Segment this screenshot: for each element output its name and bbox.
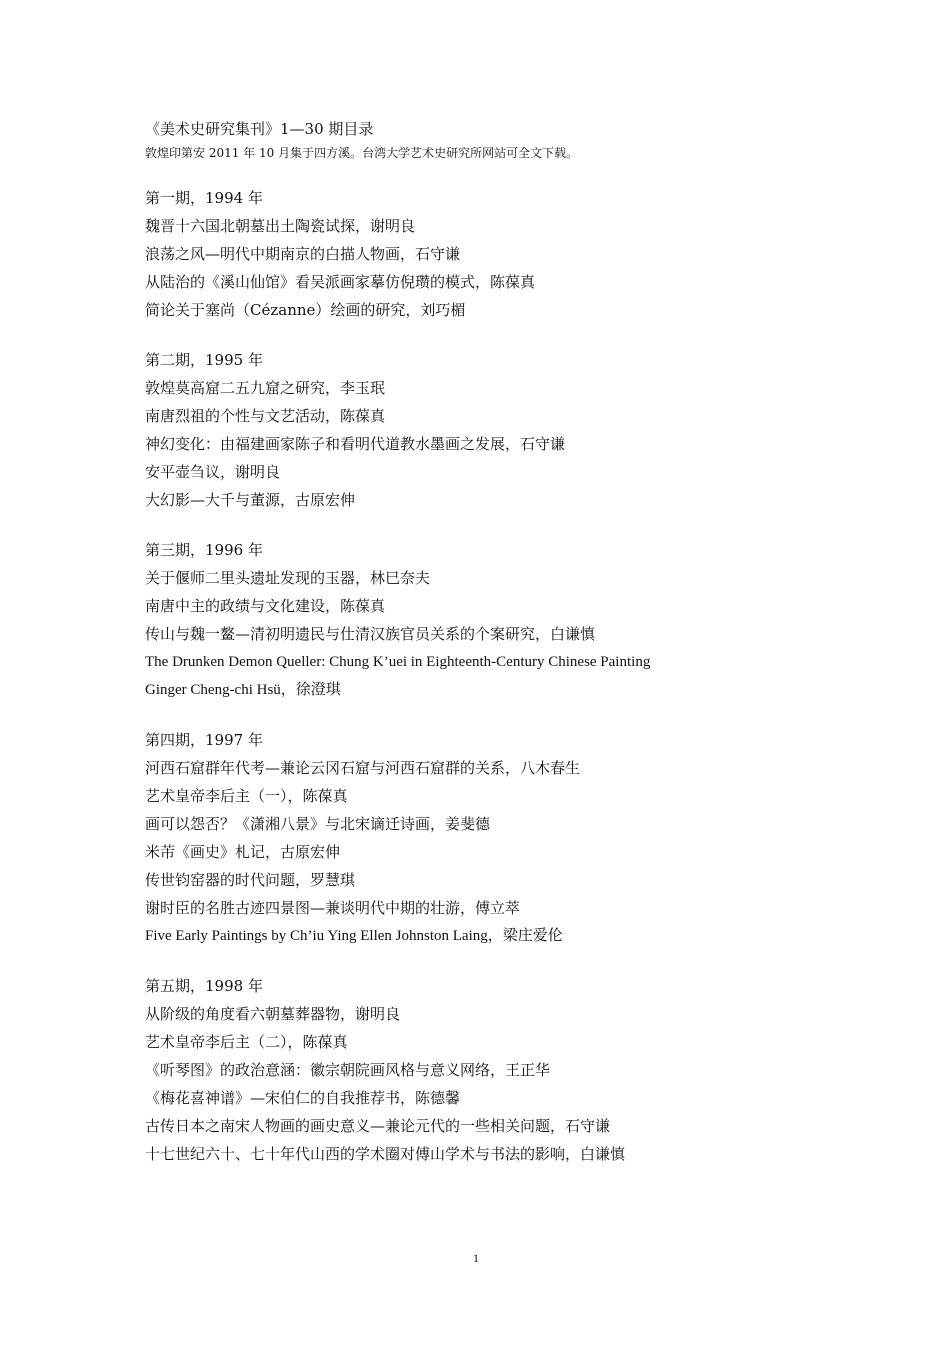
issue-heading: 第五期，1998 年 — [145, 977, 263, 995]
issue-section — [145, 184, 905, 324]
article-entry: 传山与魏一鳌—清初明遗民与仕清汉族官员关系的个案研究，白谦慎 — [145, 625, 596, 643]
article-entry: 神幻变化：由福建画家陈子和看明代道教水墨画之发展，石守谦 — [145, 435, 566, 453]
document-subtitle: 敦煌印第安 2011 年 10 月集于四方溪。台湾大学艺术史研究所网站可全文下载。 — [145, 146, 579, 160]
article-entry: 谢时臣的名胜古迹四景图—兼谈明代中期的壮游，傅立萃 — [145, 899, 521, 917]
document-page — [145, 118, 905, 1168]
article-entry: Ginger Cheng-chi Hsü，徐澄琪 — [145, 682, 341, 698]
document-title: 《美术史研究集刊》1—30 期目录 — [145, 120, 374, 138]
issue-section — [145, 536, 905, 704]
issue-heading: 第一期，1994 年 — [145, 189, 263, 207]
article-entry: 关于偃师二里头遗址发现的玉器，林巳奈夫 — [145, 569, 431, 587]
article-entry: 简论关于塞尚（Cézanne）绘画的研究，刘巧楣 — [145, 301, 466, 319]
article-entry: The Drunken Demon Queller: Chung K’uei in Eighteenth-Century Chinese Painting — [145, 654, 651, 670]
article-entry: 古传日本之南宋人物画的画史意义—兼论元代的一些相关问题，石守谦 — [145, 1117, 611, 1135]
issue-heading: 第四期，1997 年 — [145, 731, 263, 749]
article-entry: 画可以怨否？《潇湘八景》与北宋谪迁诗画，姜斐德 — [145, 815, 491, 833]
article-entry: 十七世纪六十、七十年代山西的学术圈对傅山学术与书法的影响，白谦慎 — [145, 1145, 626, 1163]
article-entry: 南唐烈祖的个性与文艺活动，陈葆真 — [145, 407, 386, 425]
issue-section — [145, 726, 905, 950]
issue-section — [145, 972, 905, 1168]
article-entry: 浪荡之风—明代中期南京的白描人物画，石守谦 — [145, 245, 461, 263]
article-entry: 魏晋十六国北朝墓出土陶瓷试探，谢明良 — [145, 217, 416, 235]
article-entry: 传世钧窑器的时代问题，罗慧琪 — [145, 871, 356, 889]
article-entry: 艺术皇帝李后主（一），陈葆真 — [145, 787, 348, 805]
issue-section — [145, 346, 905, 514]
article-entry: 从陆治的《溪山仙馆》看吴派画家摹仿倪瓒的模式，陈葆真 — [145, 273, 536, 291]
page-number: 1 — [473, 1251, 479, 1265]
article-entry: 敦煌莫高窟二五九窟之研究，李玉珉 — [145, 379, 386, 397]
article-entry: 《梅花喜神谱》—宋伯仁的自我推荐书，陈德馨 — [145, 1089, 461, 1107]
issue-heading: 第三期，1996 年 — [145, 541, 263, 559]
article-entry: 大幻影—大千与董源，古原宏伸 — [145, 491, 356, 509]
article-entry: 南唐中主的政绩与文化建设，陈葆真 — [145, 597, 386, 615]
article-entry: 艺术皇帝李后主（二），陈葆真 — [145, 1033, 348, 1051]
issue-heading: 第二期，1995 年 — [145, 351, 263, 369]
article-entry: 河西石窟群年代考—兼论云冈石窟与河西石窟群的关系，八木春生 — [145, 759, 581, 777]
article-entry: 安平壶刍议，谢明良 — [145, 463, 281, 481]
issue-list — [145, 184, 905, 1168]
article-entry: 从阶级的角度看六朝墓葬器物，谢明良 — [145, 1005, 401, 1023]
article-entry: 《听琴图》的政治意涵：徽宗朝院画风格与意义网络，王正华 — [145, 1061, 551, 1079]
article-entry: 米芾《画史》札记，古原宏伸 — [145, 843, 341, 861]
article-entry: Five Early Paintings by Ch’iu Ying Ellen Johnston Laing，梁庄爱伦 — [145, 928, 563, 944]
